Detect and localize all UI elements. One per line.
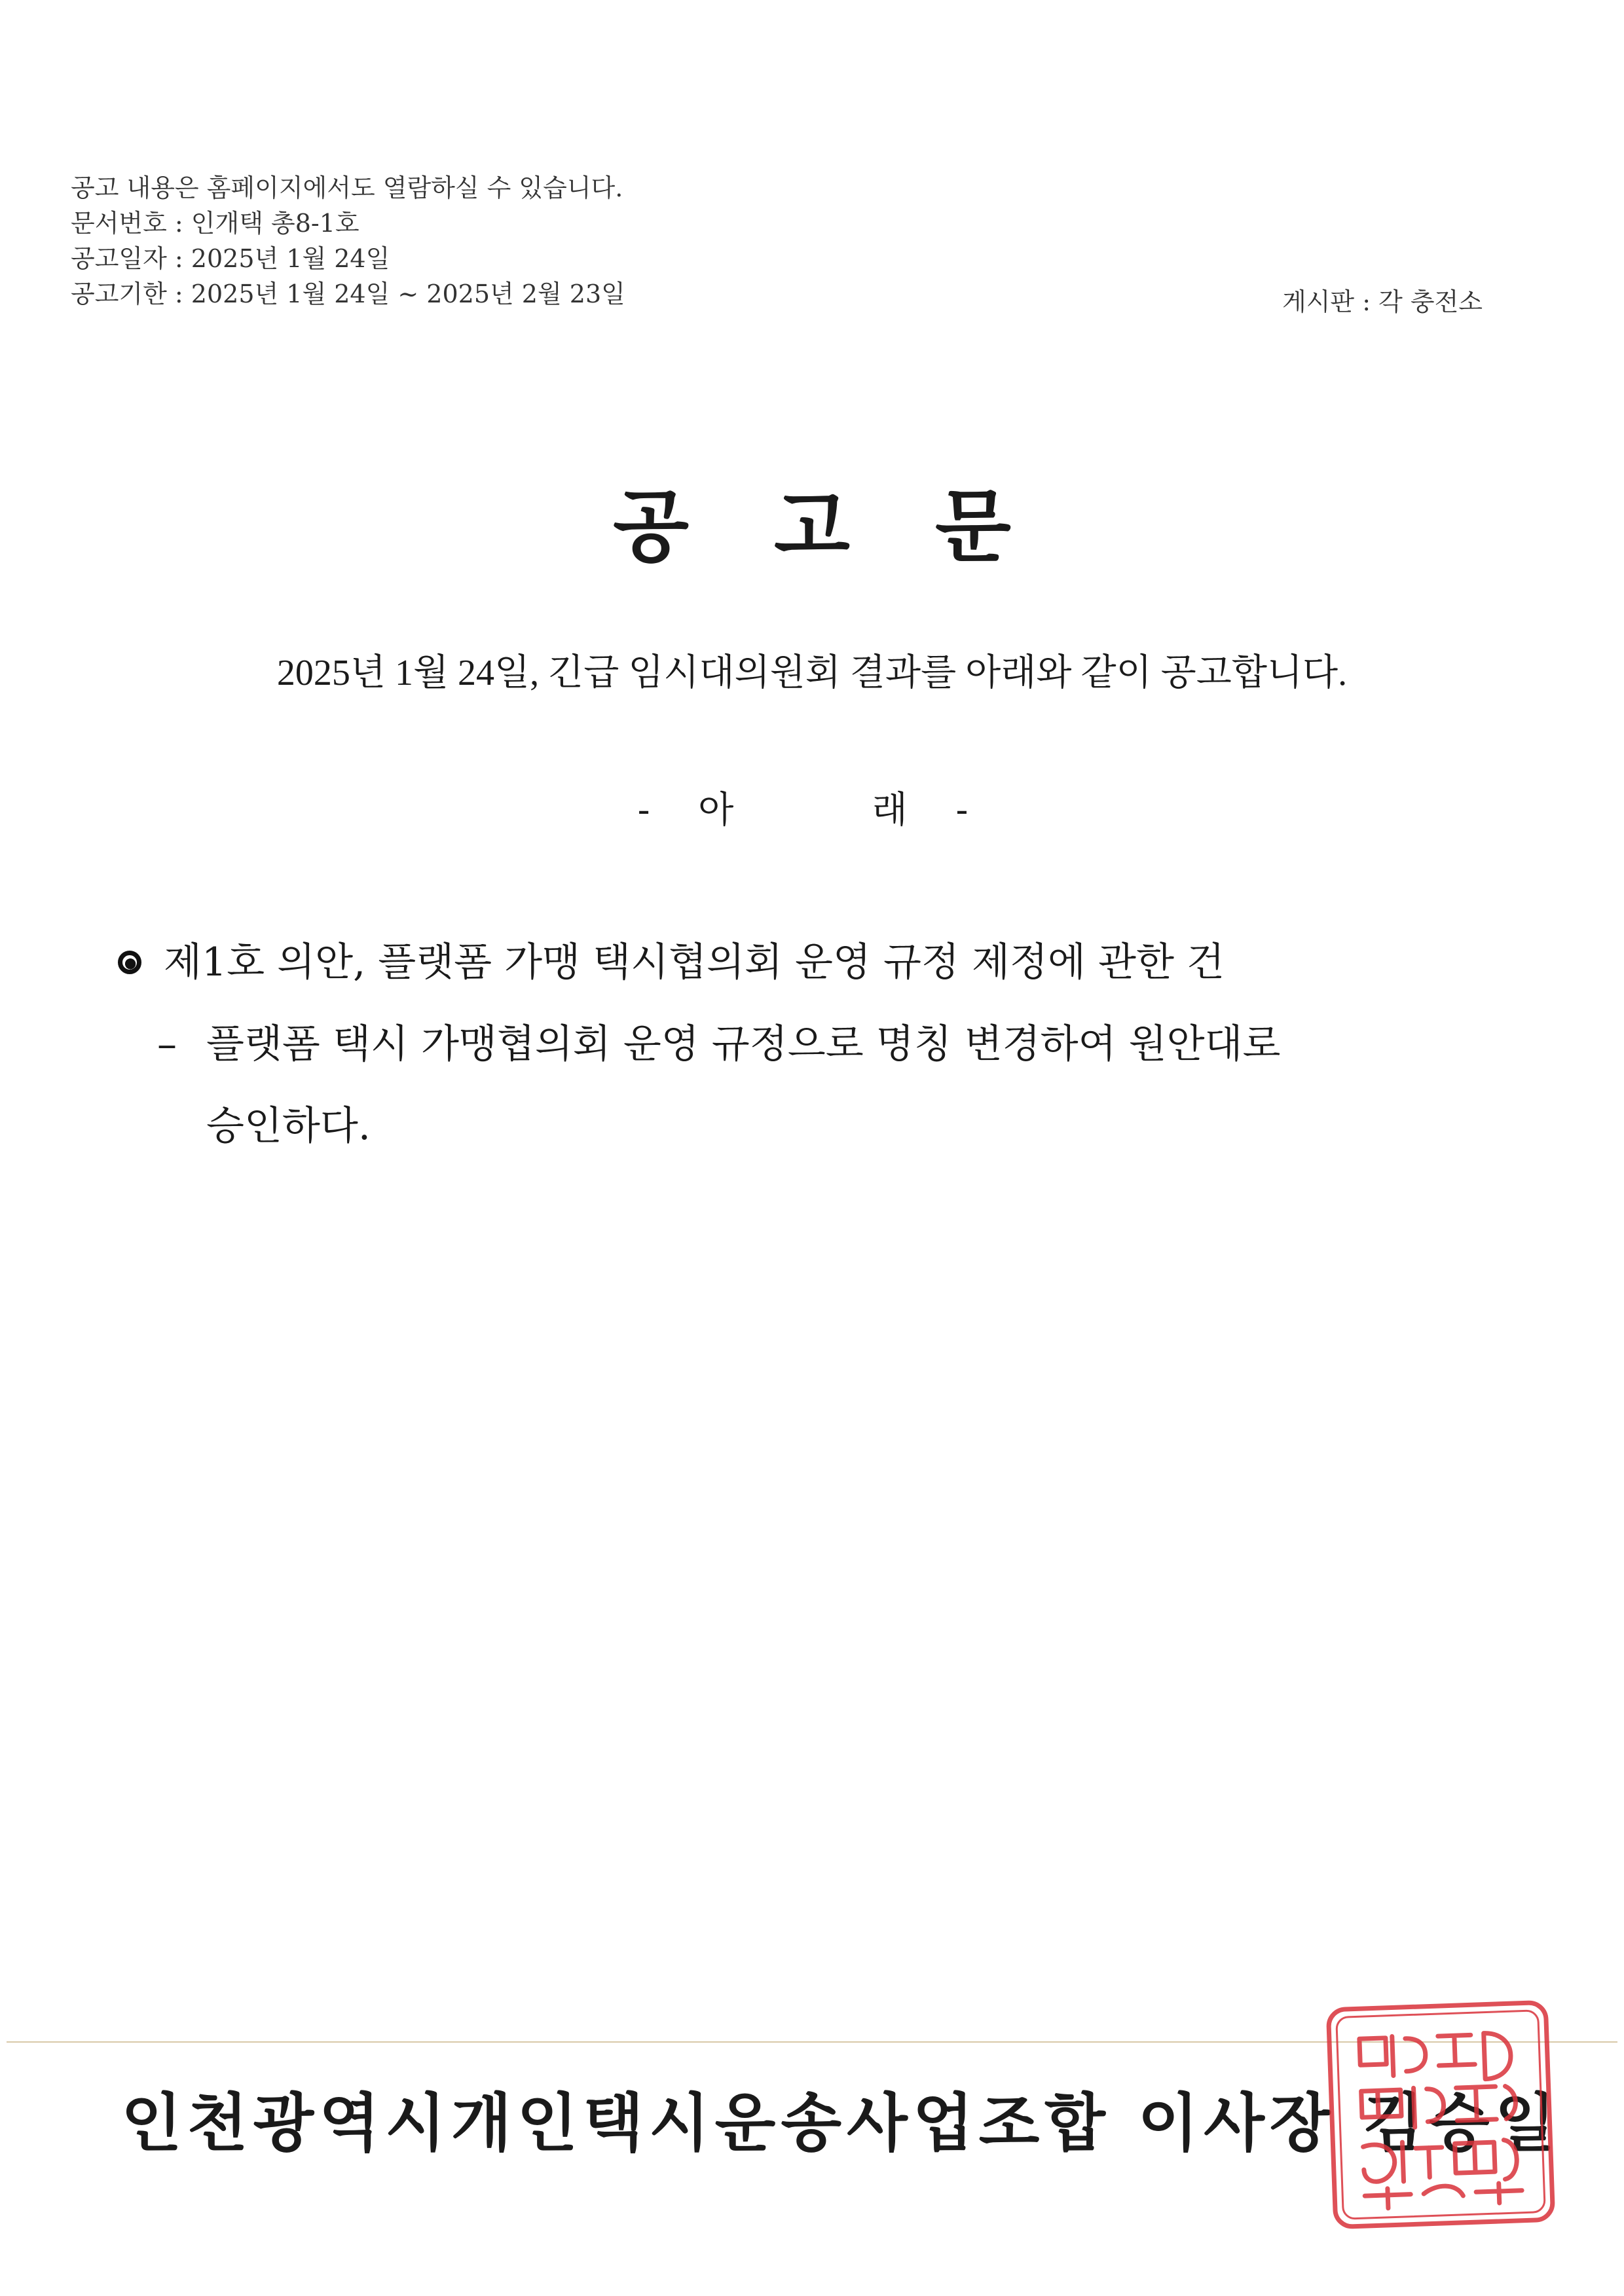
document-number: 문서번호 : 인개택 총8-1호 [71,209,360,238]
page-title: 공고문 [613,481,1096,573]
intro-text: 2025년 1월 24일, 긴급 임시대의원회 결과를 아래와 같이 공고합니다. [276,653,1348,693]
agenda-item-body-line-1: 플랫폼 택시 가맹협의회 운영 규정으로 명칭 변경하여 원안대로 [206,1021,1281,1067]
notice-date: 공고일자 : 2025년 1월 24일 [71,244,390,273]
official-seal-stamp [1319,1993,1562,2236]
circle-bullet-icon [118,951,141,974]
agenda-item-body-row [157,1021,1281,1067]
below-label: - 아 래 - [637,789,987,831]
agenda-item-title-row [118,939,1225,985]
agenda-item-title: 제1호 의안, 플랫폼 가맹 택시협의회 운영 규정 제정에 관한 건 [164,939,1225,985]
homepage-note: 공고 내용은 홈페이지에서도 열람하실 수 있습니다. [71,173,623,202]
issuer-signature-line: 인천광역시개인택시운송사업조합 이사장 김승일 [121,2086,1561,2160]
dash-marker: – [157,1021,177,1067]
notice-board: 게시판 : 각 충전소 [1282,287,1483,316]
agenda-item-body-line-2: 승인하다. [206,1103,371,1149]
notice-period: 공고기한 : 2025년 1월 24일 ~ 2025년 2월 23일 [71,280,625,308]
